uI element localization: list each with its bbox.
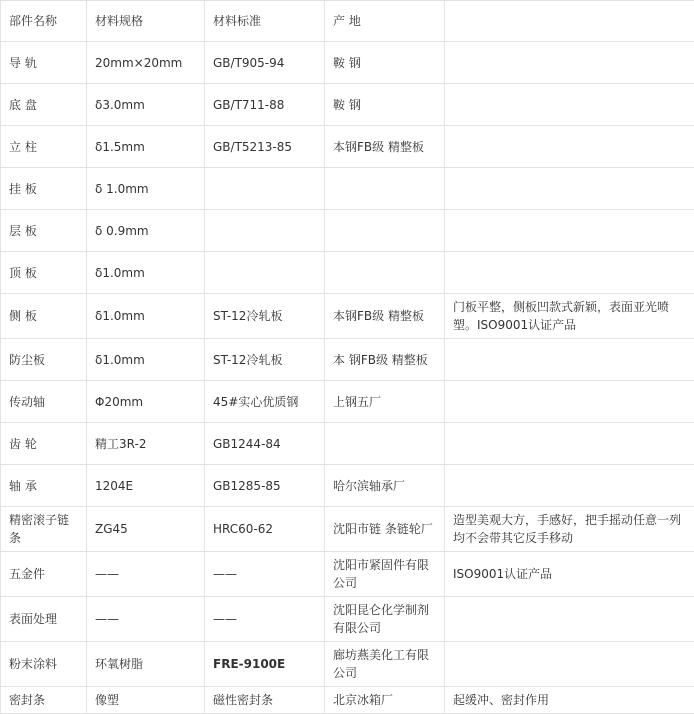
table-row (1, 381, 694, 423)
table-cell: 本 钢FB级 精整板 (325, 339, 445, 381)
table-cell (445, 126, 694, 168)
table-cell: 沈阳昆仑化学制剂有限公司 (325, 597, 445, 642)
table-cell: 沈阳市紧固件有限公司 (325, 552, 445, 597)
table-cell: 北京冰箱厂 (325, 687, 445, 714)
table-cell: GB1244-84 (205, 423, 325, 465)
table-row (1, 339, 694, 381)
table-cell: 层 板 (1, 210, 87, 252)
table-cell (445, 84, 694, 126)
table-cell: GB1285-85 (205, 465, 325, 507)
table-cell: 侧 板 (1, 294, 87, 339)
table-cell: 防尘板 (1, 339, 87, 381)
table-header-row (1, 1, 694, 42)
table-row (1, 126, 694, 168)
table-cell: 起缓冲、密封作用 (445, 687, 694, 714)
table-row (1, 252, 694, 294)
table-cell: 底 盘 (1, 84, 87, 126)
table-row (1, 294, 694, 339)
table-row (1, 168, 694, 210)
table-cell: Φ20mm (87, 381, 205, 423)
table-cell: 精工3R-2 (87, 423, 205, 465)
table-cell: GB/T711-88 (205, 84, 325, 126)
table-cell: GB/T5213-85 (205, 126, 325, 168)
table-cell: 本钢FB级 精整板 (325, 294, 445, 339)
table-cell: δ1.0mm (87, 339, 205, 381)
table-row (1, 423, 694, 465)
table-cell: 本钢FB级 精整板 (325, 126, 445, 168)
table-cell: —— (205, 552, 325, 597)
table-cell (445, 597, 694, 642)
table-cell (445, 210, 694, 252)
table-cell: 造型美观大方，手感好，把手摇动任意一列均不会带其它反手移动 (445, 507, 694, 552)
header-cell: 产 地 (325, 1, 445, 42)
table-cell: 20mm×20mm (87, 42, 205, 84)
header-cell: 材料规格 (87, 1, 205, 42)
table-cell (205, 168, 325, 210)
table-cell: FRE-9100E (205, 642, 325, 687)
header-cell: 部件名称 (1, 1, 87, 42)
table-cell (445, 42, 694, 84)
table-cell (445, 168, 694, 210)
table-cell: δ1.5mm (87, 126, 205, 168)
table-cell: 1204E (87, 465, 205, 507)
table-cell: ST-12冷轧板 (205, 294, 325, 339)
table-cell: 门板平整，侧板凹款式新颖，表面亚光喷塑。ISO9001认证产品 (445, 294, 694, 339)
table-cell: 立 柱 (1, 126, 87, 168)
header-cell (445, 1, 694, 42)
table-row (1, 552, 694, 597)
header-cell: 材料标准 (205, 1, 325, 42)
table-cell: 沈阳市链 条链轮厂 (325, 507, 445, 552)
table-cell: 密封条 (1, 687, 87, 714)
table-row (1, 84, 694, 126)
table-cell: 环氧树脂 (87, 642, 205, 687)
table-cell: 挂 板 (1, 168, 87, 210)
table-cell: ISO9001认证产品 (445, 552, 694, 597)
table-cell: 传动轴 (1, 381, 87, 423)
table-row (1, 642, 694, 687)
table-row (1, 465, 694, 507)
table-cell: 顶 板 (1, 252, 87, 294)
table-cell (445, 642, 694, 687)
table-cell: —— (205, 597, 325, 642)
table-cell (445, 252, 694, 294)
table-cell: 精密滚子链条 (1, 507, 87, 552)
table-row (1, 597, 694, 642)
table-cell: δ1.0mm (87, 294, 205, 339)
table-row (1, 507, 694, 552)
table-cell: 哈尔滨轴承厂 (325, 465, 445, 507)
table-cell (325, 423, 445, 465)
table-cell (445, 423, 694, 465)
table-cell (325, 168, 445, 210)
table-cell: ZG45 (87, 507, 205, 552)
table-cell: 磁性密封条 (205, 687, 325, 714)
table-cell: 导 轨 (1, 42, 87, 84)
table-row (1, 210, 694, 252)
table-cell: ST-12冷轧板 (205, 339, 325, 381)
table-cell: 上钢五厂 (325, 381, 445, 423)
table-cell (445, 381, 694, 423)
table-cell: δ 0.9mm (87, 210, 205, 252)
table-cell (325, 252, 445, 294)
table-row (1, 42, 694, 84)
table-cell (445, 339, 694, 381)
table-cell: 粉末涂料 (1, 642, 87, 687)
table-cell: δ 1.0mm (87, 168, 205, 210)
table-cell: —— (87, 597, 205, 642)
table-cell: 鞍 钢 (325, 84, 445, 126)
table-cell (325, 210, 445, 252)
table-cell (205, 210, 325, 252)
table-cell: —— (87, 552, 205, 597)
table-row (1, 687, 694, 714)
table-cell: δ1.0mm (87, 252, 205, 294)
table-cell: 鞍 钢 (325, 42, 445, 84)
table-cell (445, 465, 694, 507)
table-cell: 45#实心优质钢 (205, 381, 325, 423)
table-cell: δ3.0mm (87, 84, 205, 126)
table-cell: HRC60-62 (205, 507, 325, 552)
table-cell: 像塑 (87, 687, 205, 714)
table-cell: 轴 承 (1, 465, 87, 507)
table-cell: 齿 轮 (1, 423, 87, 465)
table-cell: 五金件 (1, 552, 87, 597)
table-cell: GB/T905-94 (205, 42, 325, 84)
table-cell (205, 252, 325, 294)
table-cell: 廊坊燕美化工有限公司 (325, 642, 445, 687)
table-cell: 表面处理 (1, 597, 87, 642)
